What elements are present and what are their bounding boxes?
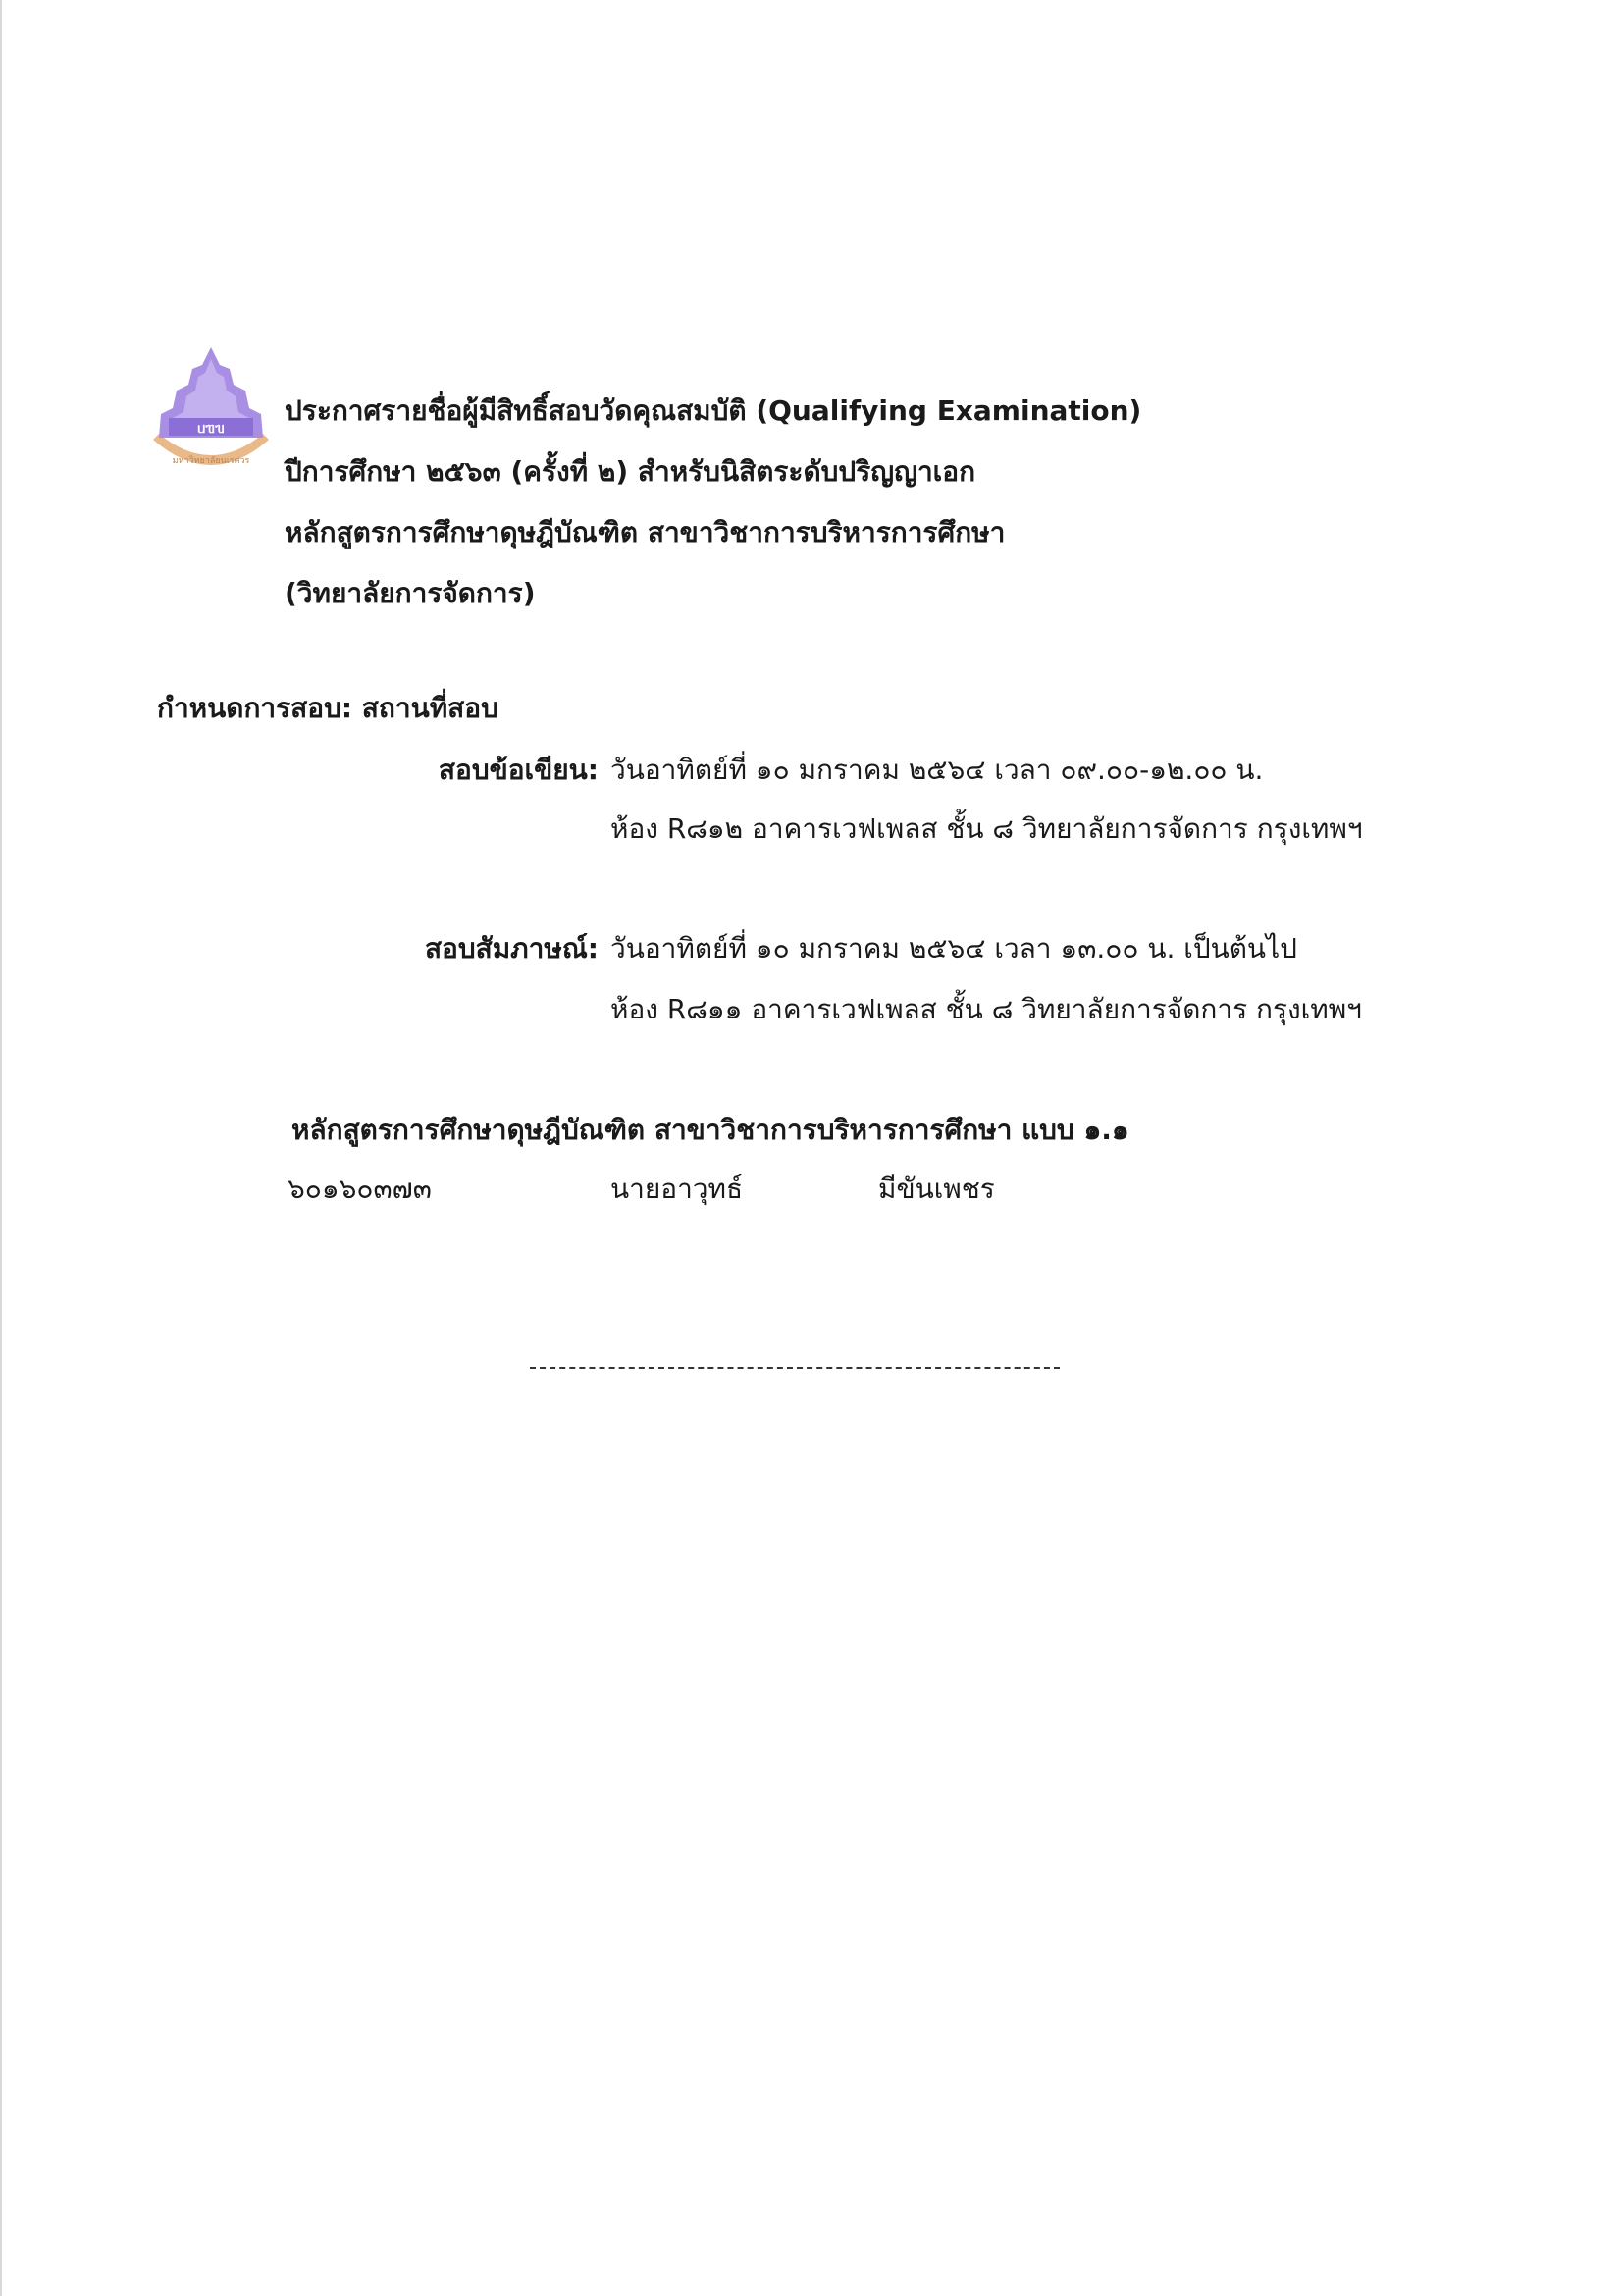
end-divider (530, 1367, 1060, 1369)
logo-ribbon-text: มหาวิทยาลัยนเรศวร (172, 456, 250, 466)
university-seal-logo (147, 343, 275, 491)
written-exam-room: ห้อง R๘๑๒ อาคารเวฟเพลส ชั้น ๘ วิทยาลัยการจัดการ กรุงเทพฯ (610, 812, 1363, 845)
page-edge (0, 0, 2, 2296)
interview-exam-room: ห้อง R๘๑๑ อาคารเวฟเพลส ชั้น ๘ วิทยาลัยการจัดการ กรุงเทพฯ (610, 993, 1362, 1025)
title-line-3: หลักสูตรการศึกษาดุษฎีบัณฑิต สาขาวิชาการบริหารการศึกษา (285, 516, 1006, 548)
title-line-1: ประกาศรายชื่อผู้มีสิทธิ์สอบวัดคุณสมบัติ (Qualifying Examination) (285, 394, 1142, 427)
student-last-name: มีขันเพชร (878, 1173, 995, 1205)
written-exam-datetime: วันอาทิตย์ที่ ๑๐ มกราคม ๒๕๖๔ เวลา ๐๙.๐๐-๑๒.๐๐ น. (610, 754, 1264, 786)
written-exam-label: สอบข้อเขียน: (438, 754, 599, 786)
interview-exam-label: สอบสัมภาษณ์: (424, 932, 599, 965)
title-line-4: (วิทยาลัยการจัดการ) (285, 577, 536, 609)
program-heading: หลักสูตรการศึกษาดุษฎีบัณฑิต สาขาวิชาการบริหารการศึกษา แบบ ๑.๑ (291, 1114, 1129, 1146)
title-line-2: ปีการศึกษา ๒๕๖๓ (ครั้งที่ ๒) สำหรับนิสิตระดับปริญญาเอก (285, 455, 976, 488)
student-first-name: นายอาวุทธ์ (610, 1173, 744, 1205)
student-id: ๖๐๑๖๐๓๗๓ (288, 1173, 432, 1205)
interview-exam-datetime: วันอาทิตย์ที่ ๑๐ มกราคม ๒๕๖๔ เวลา ๑๓.๐๐ น. เป็นต้นไป (610, 932, 1297, 965)
schedule-heading: กำหนดการสอบ: สถานที่สอบ (157, 692, 498, 724)
announcement-title (285, 381, 1462, 624)
logo-emblem-text: ᥙᥓᥔ (197, 419, 225, 437)
